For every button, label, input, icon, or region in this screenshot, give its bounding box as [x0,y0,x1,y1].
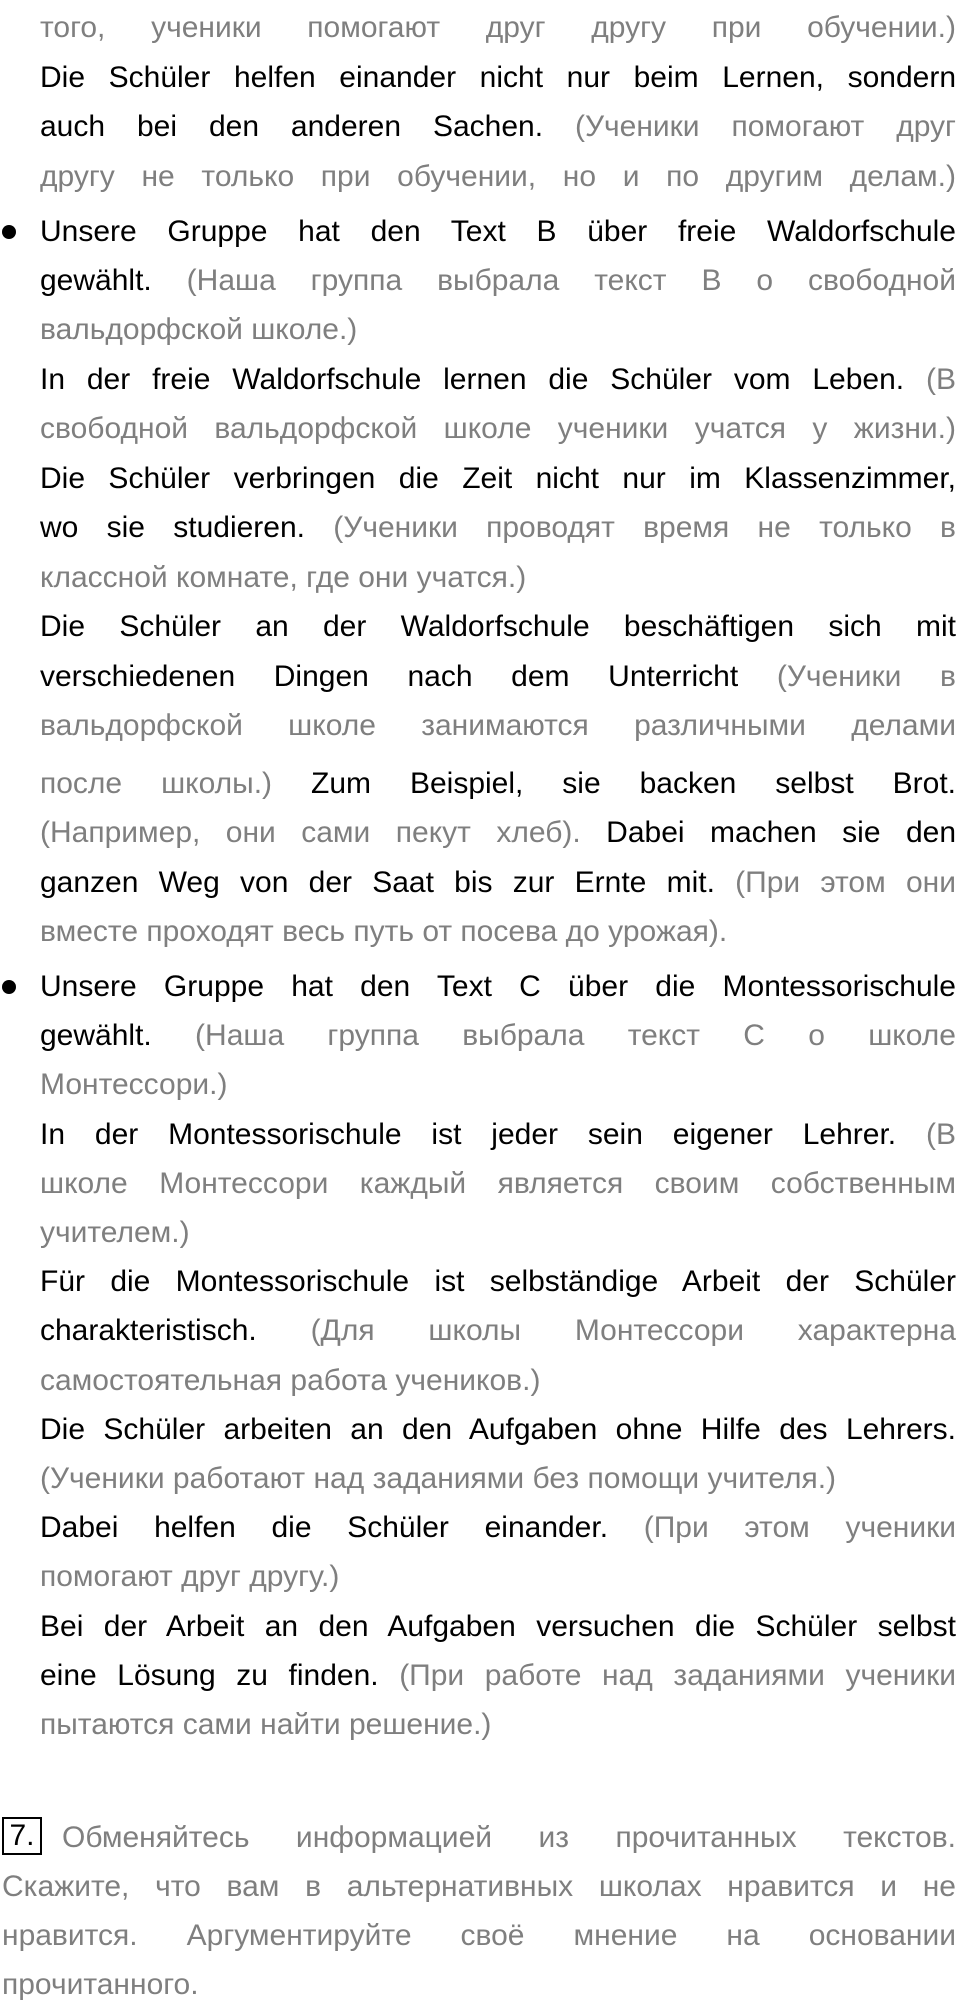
translation-text: классной комнате, где они учатся.) [40,561,527,594]
text-line [40,1208,956,1258]
translation-text: другу не только при обучении, но и по другим делам.) [40,160,956,193]
translation-text: вместе проходят весь путь от посева до урожая). [40,915,728,948]
text-line [40,1454,956,1504]
text-line [40,602,956,652]
translation-text: самостоятельная работа учеников.) [40,1364,541,1397]
task-text: Скажите, что вам в альтернативных школах нравится и не [2,1870,956,1903]
german-text: In der freie Waldorfschule lernen die Schüler vom Leben. [40,363,905,396]
text-line [40,858,956,908]
translation-text: (При этом ученики [643,1511,956,1544]
translation-text: пытаются сами найти решение.) [40,1708,492,1741]
translation-text: (Для школы Монтессори характерна [310,1314,956,1347]
task-number-box: 7. [2,1817,42,1855]
text-line [40,207,956,257]
german-text: Unsere Gruppe hat den Text C über die Montessorischule [40,970,956,1003]
task-text: Обменяйтесь информацией из прочитанных текстов. [62,1821,956,1854]
translation-text: вальдорфской школе занимаются различными делами [40,709,956,742]
translation-text: (Наша группа выбрала текст В о свободной [186,264,956,297]
translation-text: (Ученики в [776,660,956,693]
translation-text: Монтессори.) [40,1068,228,1101]
text-line [40,355,956,405]
task-text: прочитанного. [2,1968,199,2001]
text-line [40,553,956,603]
german-text: charakteristisch. [40,1314,257,1347]
task-instruction-line [2,1911,956,1961]
text-line [40,759,956,809]
text-line [40,701,956,751]
german-text: gewählt. [40,264,152,297]
german-text: Dabei machen sie den [606,816,956,849]
task-text: нравится. Аргументируйте своё мнение на основании [2,1919,956,1952]
german-text: Bei der Arbeit an den Aufgaben versuchen die Schüler selbst [40,1610,956,1643]
german-text: auch bei den anderen Sachen. [40,110,544,143]
text-line [40,1110,956,1160]
text-line [40,1602,956,1652]
text-line [40,1503,956,1553]
german-text: Die Schüler arbeiten an den Aufgaben ohne Hilfe des Lehrers. [40,1413,956,1446]
text-line [40,102,956,152]
task-instruction-line [2,1960,956,2010]
text-line [40,652,956,702]
translation-text: того, ученики помогают друг другу при обучении.) [40,11,956,44]
text-line [40,1405,956,1455]
text-line [40,305,956,355]
text-line [40,454,956,504]
german-text: gewählt. [40,1019,152,1052]
task-instruction-line [2,1862,956,1912]
translation-text: (Ученики проводят время не только в [333,511,956,544]
text-line [40,1700,956,1750]
text-line [40,503,956,553]
text-line [40,256,956,306]
task-instruction-line [2,1813,956,1863]
text-line [40,152,956,202]
translation-text: (В [926,1118,956,1151]
text-line [40,1552,956,1602]
german-text: Zum Beispiel, sie backen selbst Brot. [311,767,956,800]
bullet-icon [2,980,16,994]
translation-text: свободной вальдорфской школе ученики учатся у жизни.) [40,412,956,445]
text-line [40,1257,956,1307]
bullet-icon [2,225,16,239]
translation-text: после школы.) [40,767,273,800]
translation-text: учителем.) [40,1216,190,1249]
text-line [40,808,956,858]
translation-text: школе Монтессори каждый является своим собственным [40,1167,956,1200]
text-line [40,3,956,53]
text-line [40,907,956,957]
translation-text: (При этом они [735,866,956,899]
text-line [40,1011,956,1061]
text-line [40,53,956,103]
german-text: In der Montessorischule ist jeder sein eigener Lehrer. [40,1118,897,1151]
text-line [40,1060,956,1110]
german-text: eine Lösung zu finden. [40,1659,379,1692]
german-text: wo sie studieren. [40,511,305,544]
translation-text: (Ученики работают над заданиями без помощи учителя.) [40,1462,837,1495]
text-line [40,1306,956,1356]
german-text: ganzen Weg von der Saat bis zur Ernte mit. [40,866,715,899]
german-text: Die Schüler verbringen die Zeit nicht nur im Klassenzimmer, [40,462,956,495]
translation-text: помогают друг другу.) [40,1560,340,1593]
text-line [40,1159,956,1209]
german-text: verschiedenen Dingen nach dem Unterricht [40,660,739,693]
text-line [40,1651,956,1701]
text-line [40,404,956,454]
translation-text: (При работе над заданиями ученики [399,1659,956,1692]
german-text: Die Schüler an der Waldorfschule beschäftigen sich mit [40,610,956,643]
translation-text: (В [926,363,956,396]
translation-text: (Ученики помогают друг [574,110,956,143]
text-line [40,962,956,1012]
translation-text: вальдорфской школе.) [40,313,358,346]
german-text: Für die Montessorischule ist selbständige Arbeit der Schüler [40,1265,956,1298]
translation-text: (Например, они сами пекут хлеб). [40,816,581,849]
german-text: Die Schüler helfen einander nicht nur beim Lernen, sondern [40,61,956,94]
translation-text: (Наша группа выбрала текст С о школе [195,1019,956,1052]
german-text: Dabei helfen die Schüler einander. [40,1511,609,1544]
german-text: Unsere Gruppe hat den Text B über freie Waldorfschule [40,215,956,248]
text-line [40,1356,956,1406]
